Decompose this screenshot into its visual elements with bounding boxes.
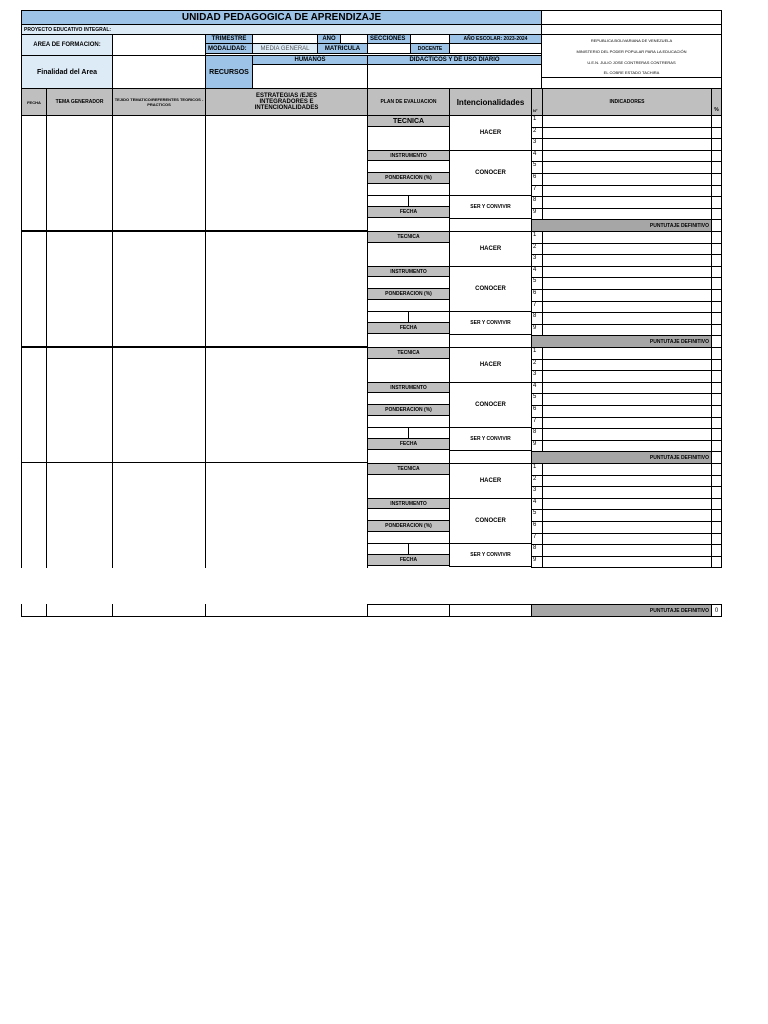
anio-escolar-label: AÑO ESCOLAR: 2023-2024	[449, 34, 542, 44]
indicator-number: 7	[531, 417, 543, 429]
block-fecha-cell[interactable]	[21, 115, 47, 231]
footer-intencion-cell[interactable]	[449, 604, 532, 617]
fecha-label: FECHA	[367, 206, 450, 218]
footer-puntaje-value[interactable]: 0	[711, 604, 722, 617]
col-estrategias: ESTRATEGIAS /EJES INTEGRADORES E INTENCIONALIDADES	[205, 88, 368, 116]
instrumento-label: INSTRUMENTO	[367, 266, 450, 277]
fecha-label: FECHA	[367, 438, 450, 450]
hacer-label: HACER	[449, 463, 532, 499]
intencion-bottom-field[interactable]	[449, 450, 532, 464]
footer-bottom-left	[21, 616, 368, 617]
block-tejido-cell[interactable]	[112, 115, 206, 231]
ser-convivir-label: SER Y CONVIVIR	[449, 427, 532, 451]
col-tema: TEMA GENERADOR	[46, 88, 113, 116]
col-plan: PLAN DE EVALUACION	[367, 88, 450, 116]
indicator-number: 5	[531, 161, 543, 174]
institution-line-1: REPUBLICA BOLIVARIANA DE VENEZUELA	[590, 38, 673, 43]
block-estrategias-cell[interactable]	[205, 115, 368, 231]
puntaje-definitivo-label: PUNTUTAJE DEFINITIVO	[531, 451, 712, 464]
fecha-label: FECHA	[367, 554, 450, 566]
col-intencionalidades: Intencionalidades	[449, 88, 532, 116]
fecha-label: FECHA	[367, 322, 450, 334]
col-porcentaje: %	[711, 88, 722, 116]
tecnica-label: TECNICA	[367, 115, 450, 127]
intencion-bottom-field[interactable]	[449, 334, 532, 348]
indicator-number: 3	[531, 486, 543, 499]
col-numero: N°	[531, 88, 543, 116]
institution-line-2: MINISTERIO DEL PODER POPULAR PARA LA EDUCACIÓN	[576, 49, 687, 54]
area-formacion-label: AREA DE FORMACION:	[21, 34, 113, 56]
ser-convivir-label: SER Y CONVIVIR	[449, 311, 532, 335]
hacer-label: HACER	[449, 115, 532, 151]
indicator-number: 8	[531, 428, 543, 441]
anio-label: AÑO	[317, 34, 341, 44]
indicator-number: 9	[531, 324, 543, 336]
block-tema-cell[interactable]	[46, 463, 113, 568]
docente-field[interactable]	[449, 43, 542, 54]
humanos-field[interactable]	[252, 64, 368, 89]
indicator-number: 4	[531, 150, 543, 162]
indicator-number: 4	[531, 498, 543, 510]
tecnica-field[interactable]	[367, 242, 450, 267]
indicator-number: 1	[531, 115, 543, 128]
institution-line-4: EL COBRE ESTADO TACHIRA	[603, 69, 660, 75]
indicator-number: 7	[531, 185, 543, 197]
puntaje-definitivo-label: PUNTUTAJE DEFINITIVO	[531, 335, 712, 348]
indicator-number: 2	[531, 475, 543, 487]
block-tejido-cell[interactable]	[112, 231, 206, 347]
block-fecha-cell[interactable]	[21, 463, 47, 568]
didacticos-label: DIDACTICOS Y DE USO DIARIO	[367, 55, 542, 65]
indicator-number: 8	[531, 312, 543, 325]
institution-line-3: U.E.N. JULIO JOSE CONTRERAS CONTRERAS	[587, 59, 676, 65]
block-estrategias-cell[interactable]	[205, 463, 368, 568]
footer-puntaje-label: PUNTUTAJE DEFINITIVO	[531, 604, 712, 617]
indicator-number: 5	[531, 509, 543, 522]
indicator-number: 8	[531, 196, 543, 209]
plan-bottom-field[interactable]	[367, 449, 450, 464]
block-tejido-cell[interactable]	[112, 463, 206, 568]
plan-bottom-field[interactable]	[367, 217, 450, 232]
puntaje-definitivo-label: PUNTUTAJE DEFINITIVO	[531, 219, 712, 232]
proyecto-label: PROYECTO EDUCATIVO INTEGRAL:	[21, 24, 542, 35]
block-tema-cell[interactable]	[46, 115, 113, 231]
instrumento-label: INSTRUMENTO	[367, 498, 450, 509]
block-estrategias-cell[interactable]	[205, 347, 368, 463]
block-tema-cell[interactable]	[46, 231, 113, 347]
indicator-number: 8	[531, 544, 543, 557]
ponderacion-label: PONDERACION (%)	[367, 288, 450, 300]
indicator-number: 3	[531, 370, 543, 383]
title-right-cell[interactable]	[541, 10, 722, 25]
block-fecha-cell[interactable]	[21, 347, 47, 463]
indicator-number: 2	[531, 359, 543, 371]
indicator-number: 1	[531, 463, 543, 476]
conocer-label: CONOCER	[449, 382, 532, 428]
indicator-number: 9	[531, 208, 543, 220]
block-tema-cell[interactable]	[46, 347, 113, 463]
matricula-label: MATRICULA	[317, 43, 368, 54]
indicator-number: 4	[531, 266, 543, 278]
col-indicadores: INDICADORES	[542, 88, 712, 116]
indicator-number: 6	[531, 405, 543, 418]
tecnica-label: TECNICA	[367, 231, 450, 243]
tecnica-field[interactable]	[367, 474, 450, 499]
finalidad-field[interactable]	[112, 55, 206, 89]
footer-plan-cell[interactable]	[367, 604, 450, 617]
hacer-label: HACER	[449, 231, 532, 267]
indicator-number: 6	[531, 289, 543, 302]
ser-convivir-label: SER Y CONVIVIR	[449, 543, 532, 567]
plan-bottom-field[interactable]	[367, 333, 450, 348]
indicator-field[interactable]	[542, 556, 712, 568]
docente-label: DOCENTE	[410, 43, 450, 54]
document-title: UNIDAD PEDAGOGICA DE APRENDIZAJE	[21, 10, 542, 25]
indicator-percent-field[interactable]	[711, 556, 722, 568]
col-fecha: FECHA	[21, 88, 47, 116]
finalidad-label: Finalidad del Area	[21, 55, 113, 89]
tecnica-label: TECNICA	[367, 463, 450, 475]
indicator-number: 7	[531, 533, 543, 545]
conocer-label: CONOCER	[449, 150, 532, 196]
block-tejido-cell[interactable]	[112, 347, 206, 463]
tecnica-label: TECNICA	[367, 347, 450, 359]
indicator-number: 9	[531, 556, 543, 568]
indicator-number: 9	[531, 440, 543, 452]
indicator-number: 3	[531, 254, 543, 267]
indicator-number: 6	[531, 521, 543, 534]
ponderacion-label: PONDERACION (%)	[367, 404, 450, 416]
hacer-label: HACER	[449, 347, 532, 383]
ponderacion-label: PONDERACION (%)	[367, 520, 450, 532]
indicator-number: 7	[531, 301, 543, 313]
tecnica-field[interactable]	[367, 358, 450, 383]
area-formacion-field[interactable]	[112, 34, 206, 56]
indicator-number: 1	[531, 347, 543, 360]
modalidad-label: MODALIDAD:	[205, 43, 253, 54]
block-fecha-cell[interactable]	[21, 231, 47, 347]
conocer-label: CONOCER	[449, 266, 532, 312]
indicator-number: 5	[531, 277, 543, 290]
ser-convivir-label: SER Y CONVIVIR	[449, 195, 532, 219]
secciones-label: SECCIONES	[367, 34, 411, 44]
conocer-label: CONOCER	[449, 498, 532, 544]
trimestre-label: TRIMESTRE	[205, 34, 253, 44]
indicator-number: 6	[531, 173, 543, 186]
col-tejido: TEJIDO TEMATICO/REFERENTES TEORICOS - PRACTICOS	[112, 88, 206, 116]
instrumento-label: INSTRUMENTO	[367, 382, 450, 393]
recursos-label: RECURSOS	[205, 55, 253, 89]
ponderacion-label: PONDERACION (%)	[367, 172, 450, 184]
indicator-number: 2	[531, 127, 543, 139]
modalidad-value[interactable]: MEDIA GENERAL	[252, 43, 318, 54]
indicator-number: 4	[531, 382, 543, 394]
instrumento-label: INSTRUMENTO	[367, 150, 450, 161]
indicator-number: 3	[531, 138, 543, 151]
block-estrategias-cell[interactable]	[205, 231, 368, 347]
humanos-label: HUMANOS	[252, 55, 368, 65]
didacticos-field[interactable]	[367, 64, 542, 89]
intencion-bottom-field[interactable]	[449, 218, 532, 232]
indicator-number: 1	[531, 231, 543, 244]
tecnica-field[interactable]	[367, 126, 450, 151]
indicator-number: 2	[531, 243, 543, 255]
matricula-field[interactable]	[367, 43, 411, 54]
indicator-number: 5	[531, 393, 543, 406]
institution-box	[541, 34, 722, 78]
